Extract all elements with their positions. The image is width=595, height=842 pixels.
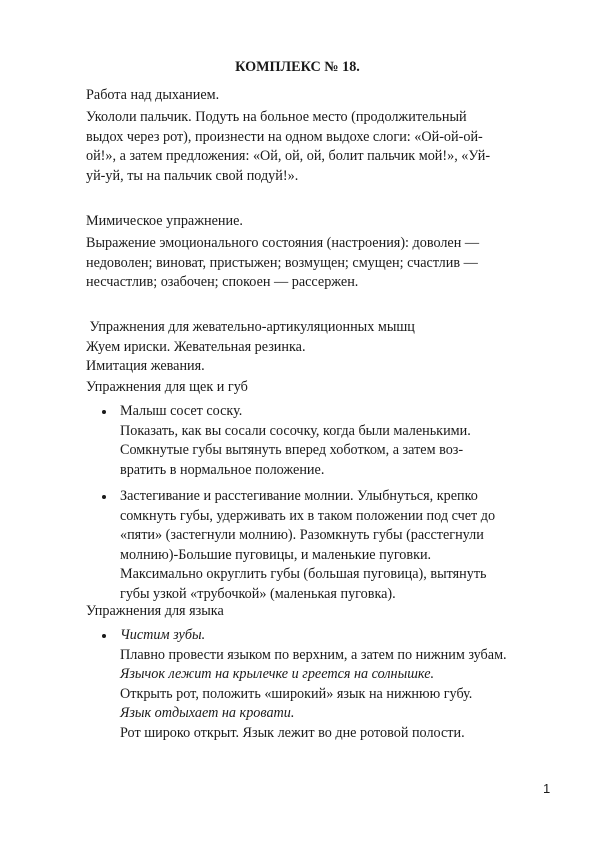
cheeks-section xyxy=(86,378,556,398)
bullet-icon xyxy=(102,410,106,414)
breathing-text xyxy=(86,108,556,186)
tongue-list xyxy=(86,626,556,743)
chewing-heading: Упражнения для жевательно-артикуляционных мышц xyxy=(86,319,415,335)
cheeks-heading: Упражнения для щек и губ xyxy=(86,379,248,395)
text-line-italic: Язычок лежит на крылечке и греется на солнышке. xyxy=(120,666,435,682)
tongue-list-wrap xyxy=(86,626,556,750)
cheeks-list-wrap xyxy=(86,402,556,611)
text-line: выдох через рот), произнести на одном выдохе слоги: «Ой-ой-ой- xyxy=(86,128,483,145)
text-line: недоволен; виноват, пристыжен; возмущен; смущен; счастлив — xyxy=(86,254,478,271)
text-line: Застегивание и расстегивание молнии. Улыбнуться, крепко xyxy=(120,488,478,504)
text-line: Укололи пальчик. Подуть на больное место (продолжительный xyxy=(86,109,467,125)
text-line: Максимально округлить губы (большая пуговица), вытянуть xyxy=(120,566,487,582)
text-line: «пяти» (застегнули молнию). Разомкнуть губы (расстегнули xyxy=(120,527,484,543)
text-line-italic: Язык отдыхает на кровати. xyxy=(120,705,295,721)
text-line: Сомкнутые губы вытянуть вперед хоботком, а затем воз- xyxy=(120,442,464,458)
list-item xyxy=(86,626,556,743)
text-line: молнию)-Большие пуговицы, и маленькие пуговки. xyxy=(120,546,432,563)
chewing-section xyxy=(86,318,556,377)
text-line: вратить в нормальное положение. xyxy=(120,461,325,478)
tongue-heading: Упражнения для языка xyxy=(86,603,224,619)
bullet-icon xyxy=(102,634,106,638)
text-line: Рот широко открыт. Язык лежит во дне ротовой полости. xyxy=(120,724,465,741)
breathing-heading: Работа над дыханием. xyxy=(86,87,220,103)
list-item xyxy=(86,402,556,480)
cheeks-list xyxy=(86,402,556,604)
text-line: Показать, как вы сосали сосочку, когда были маленькими. xyxy=(120,422,471,439)
text-line: ой!», а затем предложения: «Ой, ой, ой, болит пальчик мой!», «Уй- xyxy=(86,148,491,164)
text-line-italic: Чистим зубы. xyxy=(120,627,206,643)
breathing-section xyxy=(86,86,556,106)
tongue-section xyxy=(86,602,556,622)
page-title: КОМПЛЕКС № 18. xyxy=(235,59,360,75)
mimic-heading: Мимическое упражнение. xyxy=(86,213,243,229)
list-item xyxy=(86,487,556,604)
text-line: Малыш сосет соску. xyxy=(120,403,243,419)
text-line: Имитация жевания. xyxy=(86,358,205,374)
text-line: Открыть рот, положить «широкий» язык на нижнюю губу. xyxy=(120,685,473,702)
text-line: губы узкой «трубочкой» (маленькая пуговка). xyxy=(120,585,396,602)
mimic-section xyxy=(86,212,556,232)
text-line: несчастлив; озабочен; спокоен — рассержен. xyxy=(86,274,359,290)
text-line: уй-уй, ты на пальчик свой подуй!». xyxy=(86,167,299,184)
bullet-icon xyxy=(102,495,106,499)
page-number: 1 xyxy=(543,781,551,796)
text-line: Выражение эмоционального состояния (настроения): доволен — xyxy=(86,235,480,251)
text-line: Жуем ириски. Жевательная резинка. xyxy=(86,338,306,355)
mimic-text xyxy=(86,234,556,293)
text-line: сомкнуть губы, удерживать их в таком положении под счет до xyxy=(120,507,496,524)
text-line: Плавно провести языком по верхним, а затем по нижним зубам. xyxy=(120,646,507,663)
